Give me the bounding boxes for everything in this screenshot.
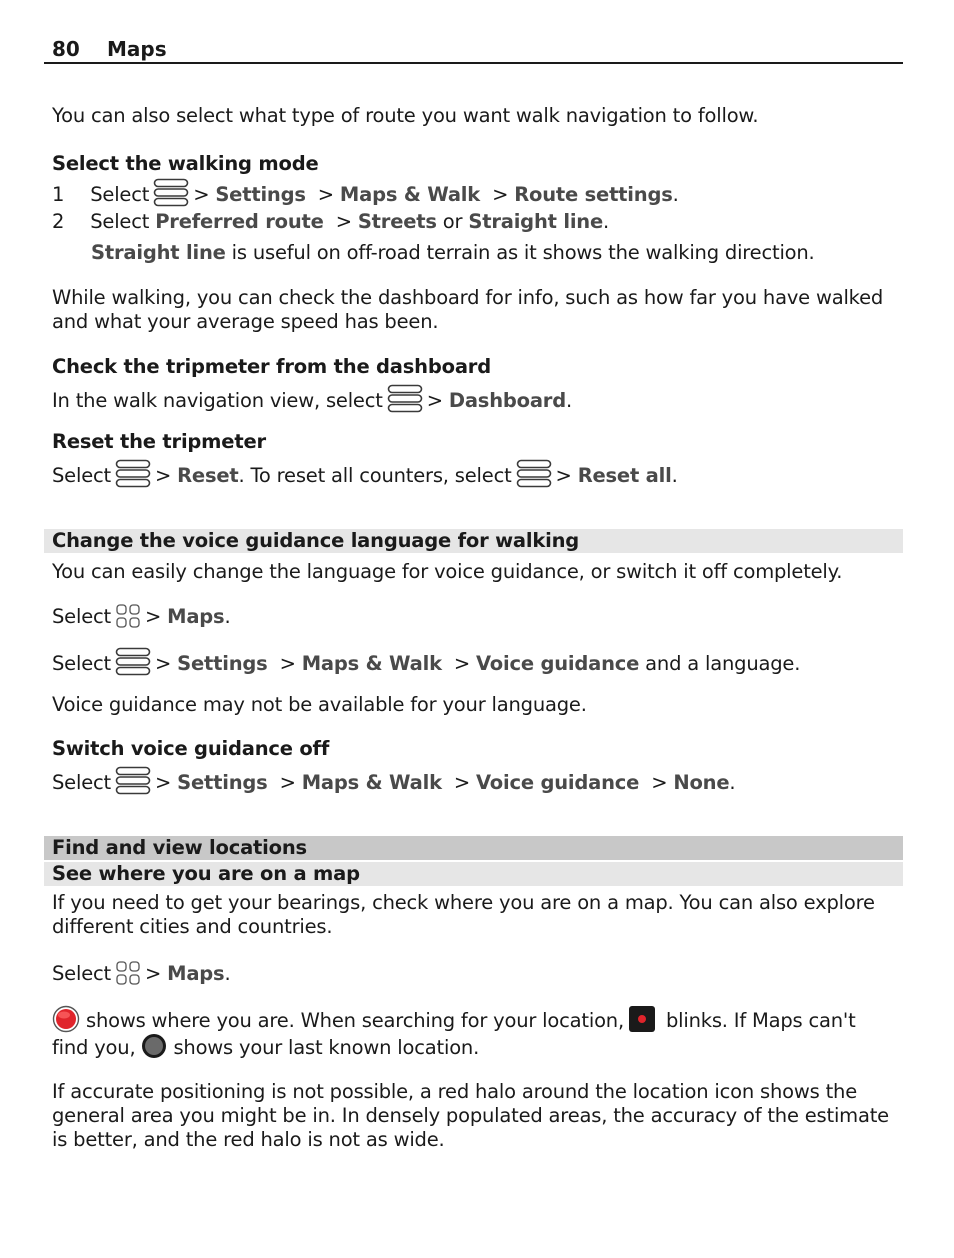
location-line-2: find you, shows your last known location. [52,1033,479,1060]
reset-instruction: Select > Reset. To reset all counters, select > Reset all. [52,459,678,488]
reset-label: Reset [177,464,239,487]
menu-icon [516,459,552,488]
find-select-maps-line: Select > Maps. [52,962,231,985]
maps-walk-label: Maps & Walk [339,183,481,206]
maps-label: Maps [167,605,225,628]
settings-label: Settings [177,652,268,675]
route-settings-label: Route settings [514,183,673,206]
running-head [44,36,903,64]
streets-label: Streets [357,210,437,233]
section-title: Maps [107,37,167,61]
step-2: 2 Select Preferred route > Streets or Straight line. [52,210,610,233]
app-grid-icon [115,960,141,986]
accuracy-paragraph: If accurate positioning is not possible, a red halo around the location icon shows the general area you might be in. In densely populated areas, the accuracy of the estimate is better, and the red halo is not as wide. [52,1080,889,1151]
voice-guidance-section-header: Change the voice guidance language for walking [44,529,903,553]
last-known-location-icon [141,1033,167,1059]
preferred-route-label: Preferred route [155,210,324,233]
maps-label: Maps [167,962,225,985]
find-locations-section-header: Find and view locations [44,836,903,860]
step-number: 1 [52,183,65,206]
voice-intro: You can easily change the language for voice guidance, or switch it off completely. [52,560,843,583]
straight-line-note: Straight line is useful on off-road terrain as it shows the walking direction. [91,241,815,264]
menu-icon [115,647,151,676]
menu-icon [115,766,151,795]
location-line-1: shows where you are. When searching for your location, blinks. If Maps can't [52,1005,856,1033]
find-intro: If you need to get your bearings, check where you are on a map. You can also explore different cities and countries. [52,891,875,938]
straight-line-label: Straight line [468,210,604,233]
step-1: 1 Select > Settings > Maps & Walk > Route settings. [52,178,679,207]
page-number: 80 [52,37,80,61]
voice-settings-line: Select > Settings > Maps & Walk > Voice guidance and a language. [52,647,800,676]
menu-icon [387,384,423,413]
reset-all-label: Reset all [577,464,672,487]
none-label: None [673,771,730,794]
walking-mode-heading: Select the walking mode [52,152,319,175]
voice-off-heading: Switch voice guidance off [52,737,330,760]
dashboard-paragraph: While walking, you can check the dashboard for info, such as how far you have walked and what your average speed has been. [52,286,884,333]
location-icon [52,1005,80,1033]
voice-availability: Voice guidance may not be available for your language. [52,693,587,716]
reset-heading: Reset the tripmeter [52,430,266,453]
tripmeter-instruction: In the walk navigation view, select > Dashboard. [52,384,572,413]
maps-walk-label: Maps & Walk [301,652,442,675]
intro-paragraph: You can also select what type of route you want walk navigation to follow. [52,104,759,127]
menu-icon [115,459,151,488]
select-maps-line: Select > Maps. [52,605,231,628]
voice-off-instruction: Select > Settings > Maps & Walk > Voice guidance > None. [52,766,735,795]
searching-location-icon [628,1005,656,1033]
settings-label: Settings [215,183,306,206]
see-where-subsection-header: See where you are on a map [44,862,903,886]
voice-guidance-label: Voice guidance [475,652,640,675]
tripmeter-heading: Check the tripmeter from the dashboard [52,355,491,378]
app-grid-icon [115,603,141,629]
menu-icon [153,178,189,207]
step-number: 2 [52,210,65,233]
dashboard-label: Dashboard [448,389,566,412]
